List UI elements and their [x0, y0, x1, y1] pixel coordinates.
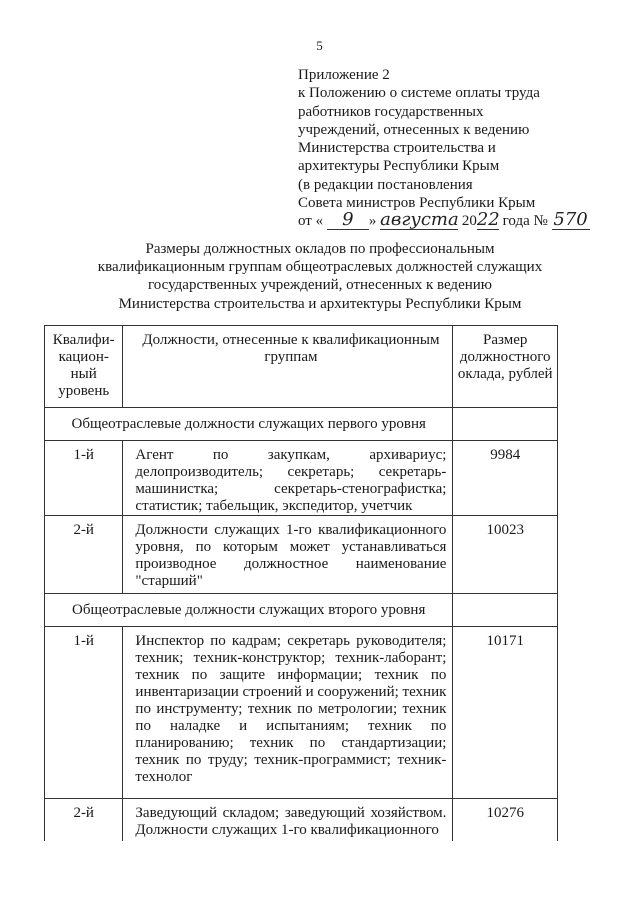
header-positions: Должности, отнесенные к квалификационным группам: [123, 326, 453, 408]
handwritten-doc-number: 570: [553, 209, 588, 231]
title-line: квалификационным группам общеотраслевых должностей служащих: [97, 259, 543, 276]
date-quote-close: »: [368, 213, 377, 230]
salary-cell: 10171: [453, 627, 558, 799]
doc-number-field: [552, 209, 590, 231]
table-header-row: [45, 326, 558, 408]
date-month-field: [380, 209, 459, 231]
date-year-suffix: года №: [502, 213, 548, 230]
level-cell: 2-й: [45, 516, 123, 594]
salary-cell: 10023: [453, 516, 558, 594]
salary-cell: 9984: [453, 441, 558, 516]
table-row: [45, 441, 558, 516]
date-year-field: [476, 209, 500, 231]
page-number: 5: [316, 38, 323, 53]
section-empty-cell: [453, 408, 558, 441]
section-row: [45, 408, 558, 441]
level-cell: 2-й: [45, 799, 123, 841]
appendix-header: [298, 66, 598, 231]
appendix-line: к Положению о системе оплаты труда: [298, 85, 540, 102]
section-title: Общеотраслевые должности служащих первого уровня: [45, 408, 453, 441]
salary-table: [44, 325, 558, 841]
section-empty-cell: [453, 594, 558, 627]
title-line: государственных учреждений, отнесенных к ведению: [148, 277, 492, 294]
table-row: [45, 799, 558, 841]
header-salary: Размер должностного оклада, рублей: [453, 326, 558, 408]
document-title: [40, 240, 600, 313]
positions-cell: Заведующий складом; заведующий хозяйством. Должности служащих 1-го квалификационного: [123, 799, 453, 841]
date-day-field: [327, 209, 369, 231]
appendix-line: учреждений, отнесенных к ведению: [298, 121, 530, 138]
handwritten-year: 22: [476, 209, 500, 231]
title-line: Размеры должностных окладов по профессиональным: [145, 241, 495, 257]
date-year-prefix: 20: [461, 213, 477, 230]
appendix-line: Приложение 2: [298, 67, 390, 83]
appendix-line: работников государственных: [298, 103, 484, 120]
salary-cell: 10276: [453, 799, 558, 841]
appendix-line: архитектуры Республики Крым: [298, 158, 500, 175]
handwritten-day: 9: [342, 209, 354, 231]
handwritten-month: августа: [380, 209, 459, 231]
appendix-line: Совета министров Республики Крым: [298, 195, 536, 212]
appendix-date-line: [298, 209, 598, 231]
level-cell: 1-й: [45, 441, 123, 516]
positions-cell: Должности служащих 1-го квалификационного уровня, по которым может устанавливаться производное должностное наименование "старший": [123, 516, 453, 594]
date-prefix: от «: [298, 213, 324, 230]
table-row: [45, 627, 558, 799]
level-cell: 1-й: [45, 627, 123, 799]
appendix-line: Министерства строительства и: [298, 140, 496, 157]
appendix-line: (в редакции постановления: [298, 176, 473, 193]
header-level: Квалифи- кацион- ный уровень: [45, 326, 123, 408]
section-title: Общеотраслевые должности служащих второго уровня: [45, 594, 453, 627]
title-line: Министерства строительства и архитектуры Республики Крым: [118, 295, 522, 312]
table-row: [45, 516, 558, 594]
positions-cell: Инспектор по кадрам; секретарь руководителя; техник; техник-конструктор; техник-лаборант; техник по защите информации; техник по инвентаризации строений и сооружений; техник по инструменту; техник по метрологии; техник по наладке и испытаниям; техник по планированию; техник по стандартизации; техник по труду; техник-программист; техник-технолог: [123, 627, 453, 799]
section-row: [45, 594, 558, 627]
positions-cell: Агент по закупкам, архивариус; делопроизводитель; секретарь; секретарь-машинистка; секретарь-стенографистка; статистик; табельщик, экспедитор, учетчик: [123, 441, 453, 516]
